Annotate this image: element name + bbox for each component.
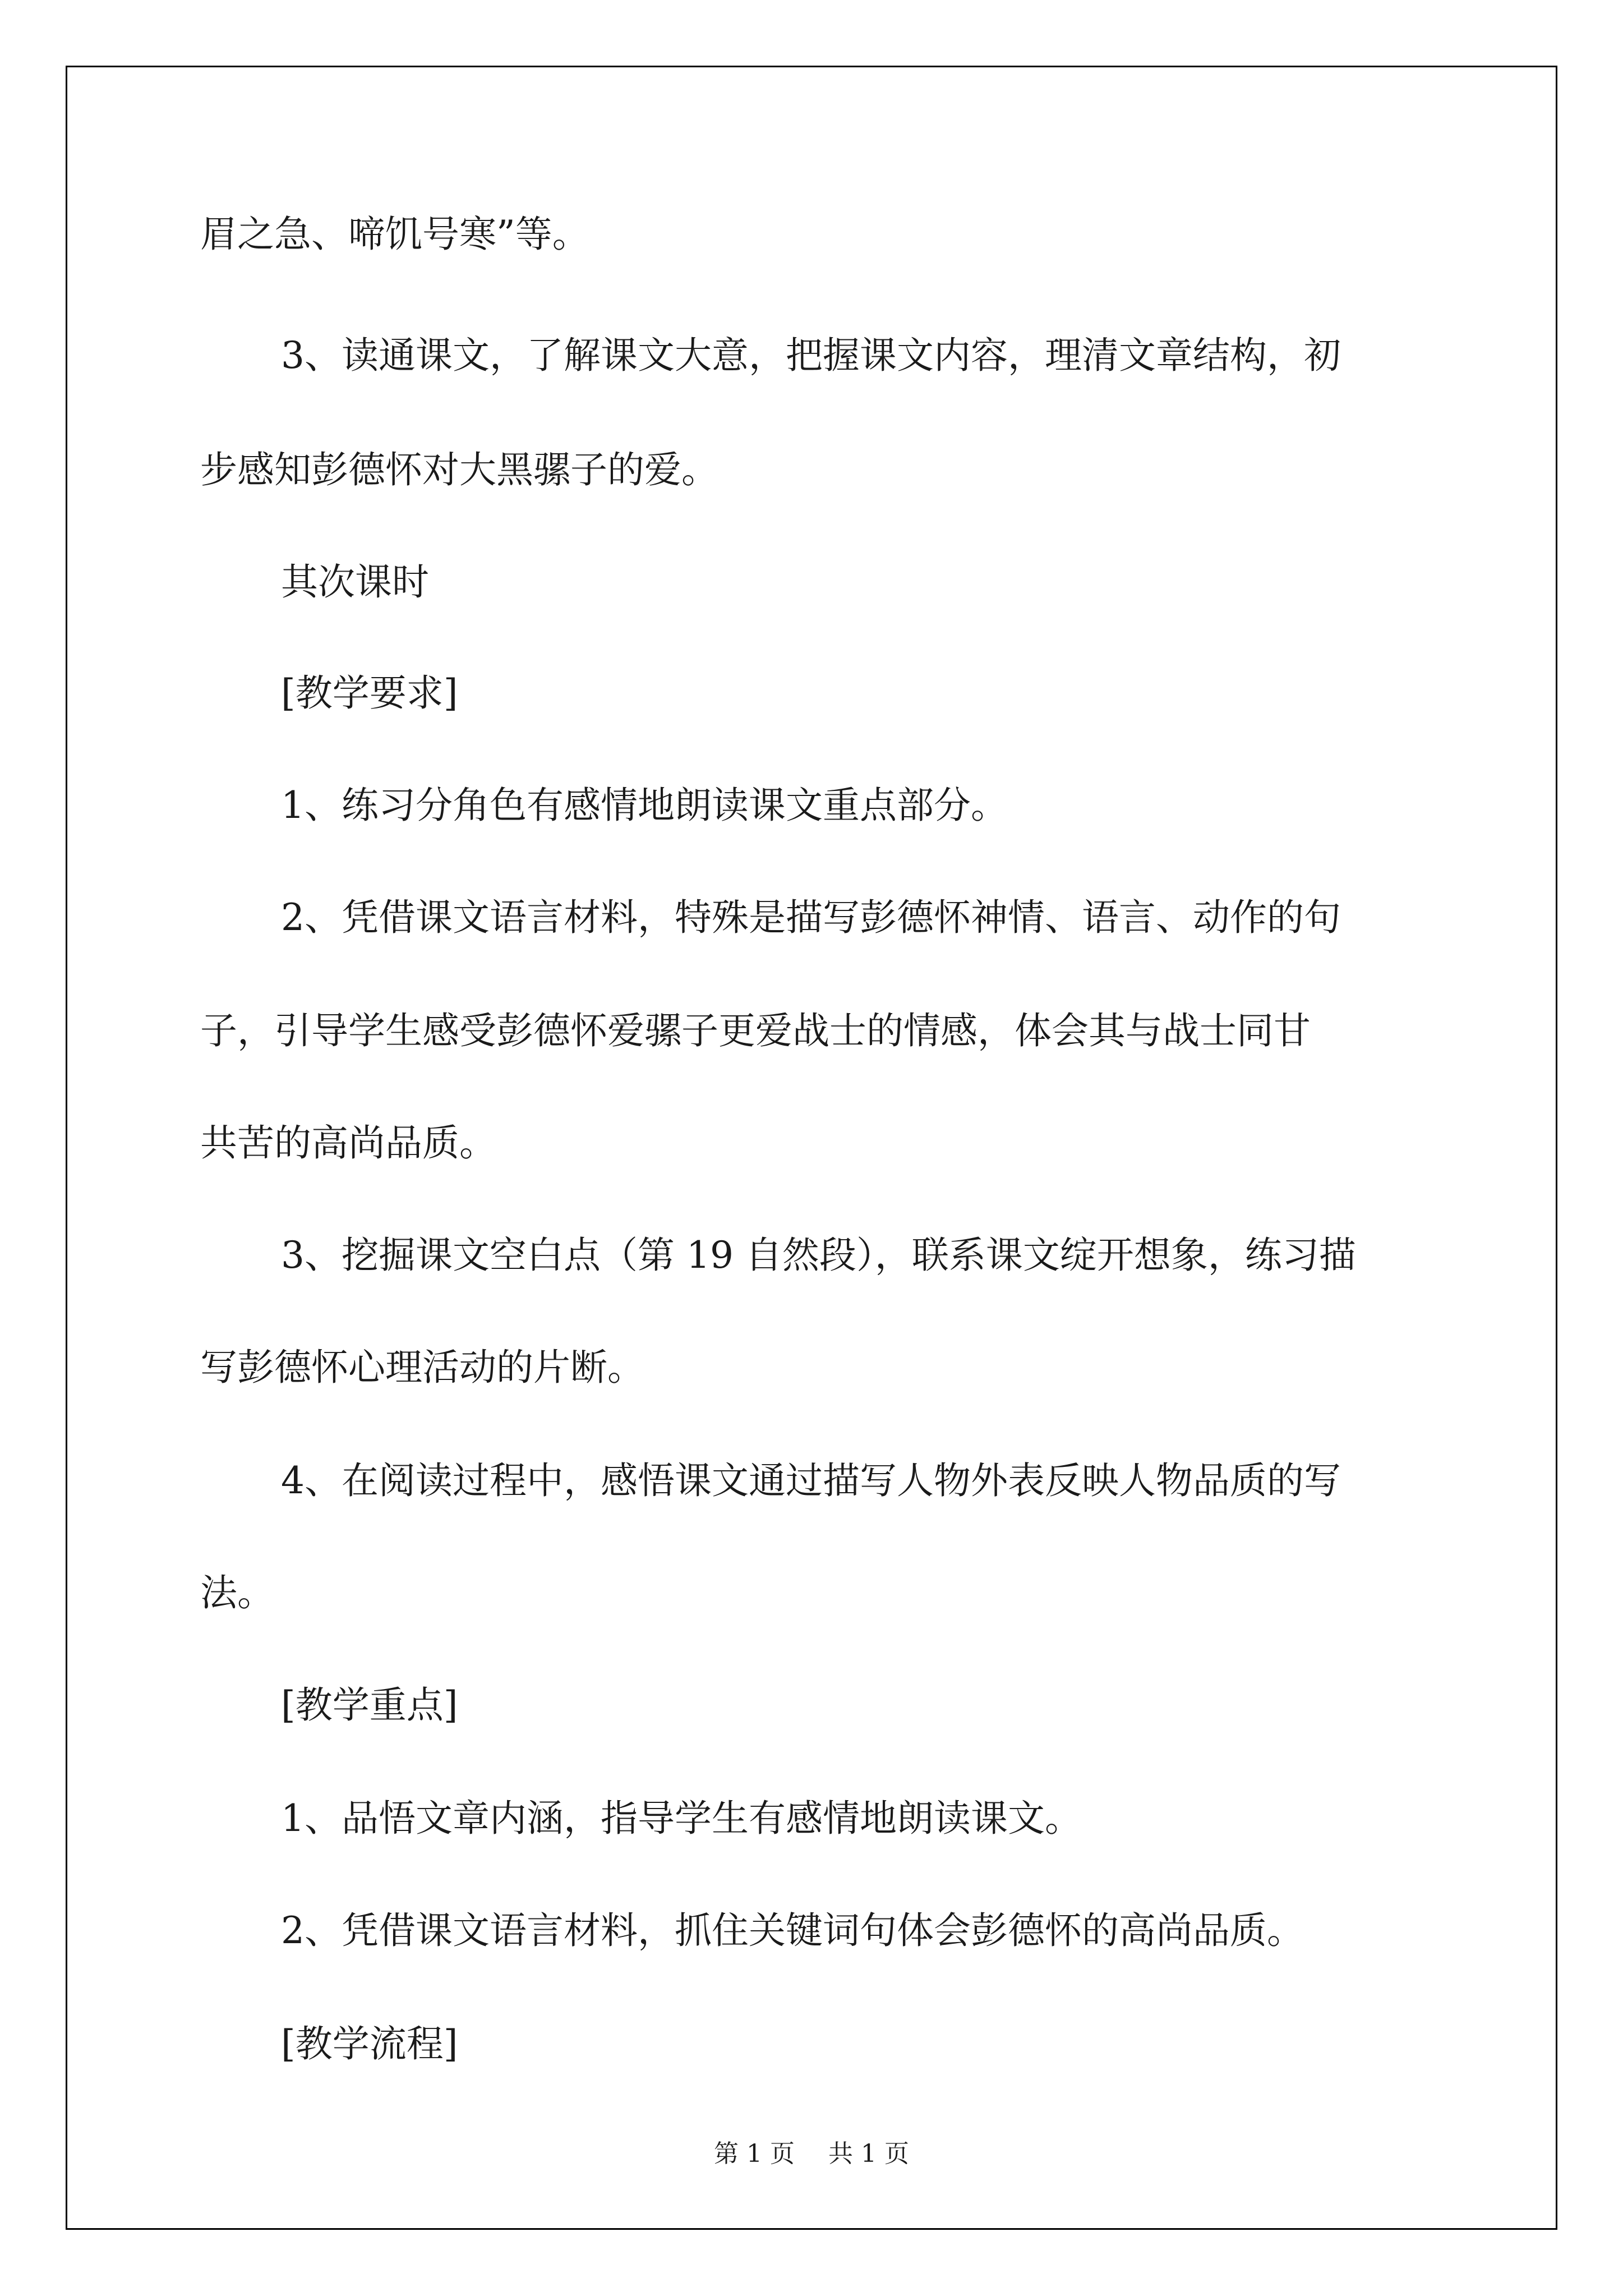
text-line: 2、凭借课文语言材料，特殊是描写彭德怀神情、语言、动作的句 xyxy=(281,896,1341,939)
text-line: 写彭德怀心理活动的片断。 xyxy=(200,1346,644,1389)
section-heading: [教学要求] xyxy=(281,671,458,715)
text-line: 1、练习分角色有感情地朗读课文重点部分。 xyxy=(281,784,1008,827)
section-heading: [教学流程] xyxy=(281,2022,458,2065)
page-number: 第 1 页 xyxy=(714,2139,795,2168)
text-line: 4、在阅读过程中，感悟课文通过描写人物外表反映人物品质的写 xyxy=(281,1459,1341,1502)
text-line: 法。 xyxy=(200,1571,274,1614)
section-heading: [教学重点] xyxy=(281,1683,458,1727)
text-line: 步感知彭德怀对大黑骡子的爱。 xyxy=(200,448,718,491)
page-total: 共 1 页 xyxy=(828,2139,909,2168)
text-line: 子，引导学生感受彭德怀爱骡子更爱战士的情感，体会其与战士同甘 xyxy=(200,1009,1311,1052)
text-line: 共苦的高尚品质。 xyxy=(200,1121,496,1165)
text-line: 1、品悟文章内涵，指导学生有感情地朗读课文。 xyxy=(281,1797,1082,1840)
text-line: 3、挖掘课文空白点（第 19 自然段），联系课文绽开想象，练习描 xyxy=(281,1234,1356,1277)
section-heading: 其次课时 xyxy=(281,560,429,604)
page-footer xyxy=(0,2137,1623,2171)
text-line: 眉之急、啼饥号寒”等。 xyxy=(200,213,589,256)
text-line: 2、凭借课文语言材料，抓住关键词句体会彭德怀的高尚品质。 xyxy=(281,1909,1304,1952)
text-line: 3、读通课文，了解课文大意，把握课文内容，理清文章结构，初 xyxy=(281,334,1341,377)
